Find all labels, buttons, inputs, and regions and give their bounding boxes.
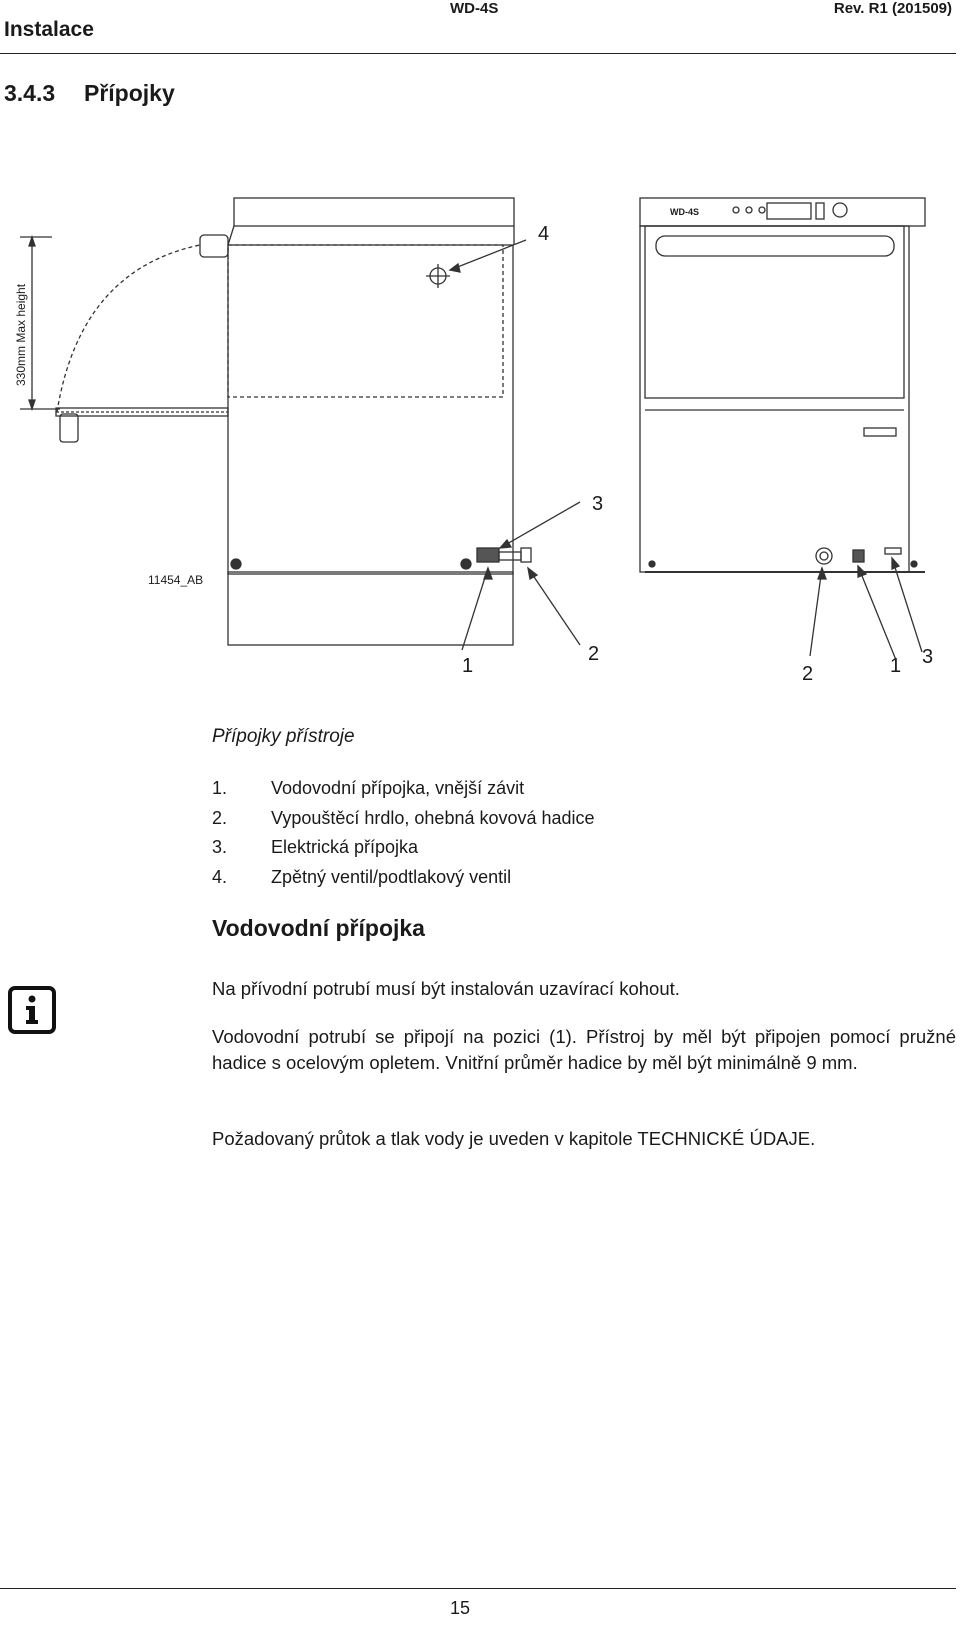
legend-number: 2. <box>212 807 228 828</box>
legend-number: 4. <box>212 866 228 887</box>
subheading: Vodovodní přípojka <box>212 915 425 941</box>
callout-side-4: 4 <box>538 223 550 245</box>
drawing-code: 11454_AB <box>148 573 204 587</box>
section-title <box>4 80 175 107</box>
callout-side-1: 1 <box>462 655 474 677</box>
paragraph-flow-pressure: Požadovaný průtok a tlak vody je uveden v kapitole TECHNICKÉ ÚDAJE. <box>212 1128 816 1149</box>
figure-caption: Přípojky přístroje <box>212 726 355 747</box>
callout-side-2: 2 <box>588 643 600 665</box>
callout-front-2: 2 <box>802 663 814 685</box>
legend-item <box>212 833 595 863</box>
legend-item <box>212 804 595 834</box>
legend-list <box>212 774 595 892</box>
legend-text: Vypouštěcí hrdlo, ohebná kovová hadice <box>271 807 595 828</box>
callout-side-3: 3 <box>592 493 604 515</box>
legend-item <box>212 863 595 893</box>
paragraph-connection: Vodovodní potrubí se připojí na pozici (1). Přístroj by měl být připojen pomocí pružné hadice s ocelovým opletem. Vnitřní průměr hadice by měl být minimálně 9 mm. <box>212 1026 956 1073</box>
header-section: Instalace <box>4 18 94 41</box>
dishwasher-drawing <box>0 190 960 710</box>
legend-number: 1. <box>212 778 228 798</box>
callout-front-3: 3 <box>922 646 934 668</box>
legend-text: Vodovodní přípojka, vnější závit <box>271 778 525 798</box>
legend-text: Zpětný ventil/podtlakový ventil <box>271 866 512 887</box>
callout-front-1: 1 <box>890 655 902 677</box>
section-number: 3.4.3 <box>4 80 56 106</box>
section-title-text: Přípojky <box>84 80 175 106</box>
header-revision: Rev. R1 (201509) <box>833 0 952 17</box>
brand-label: WD-4S <box>670 207 699 217</box>
height-dimension-label: 330mm Max height <box>14 283 28 386</box>
paragraph-shutoff-valve: Na přívodní potrubí musí být instalován uzavírací kohout. <box>212 978 680 999</box>
legend-number: 3. <box>212 837 228 857</box>
footer-divider <box>0 1588 956 1589</box>
header-divider <box>0 53 956 54</box>
info-icon <box>8 986 56 1034</box>
legend-text: Elektrická přípojka <box>271 837 419 857</box>
header-model: WD-4S <box>450 0 499 17</box>
page-number: 15 <box>449 1598 471 1618</box>
legend-item <box>212 774 595 804</box>
connections-diagram <box>0 190 960 710</box>
